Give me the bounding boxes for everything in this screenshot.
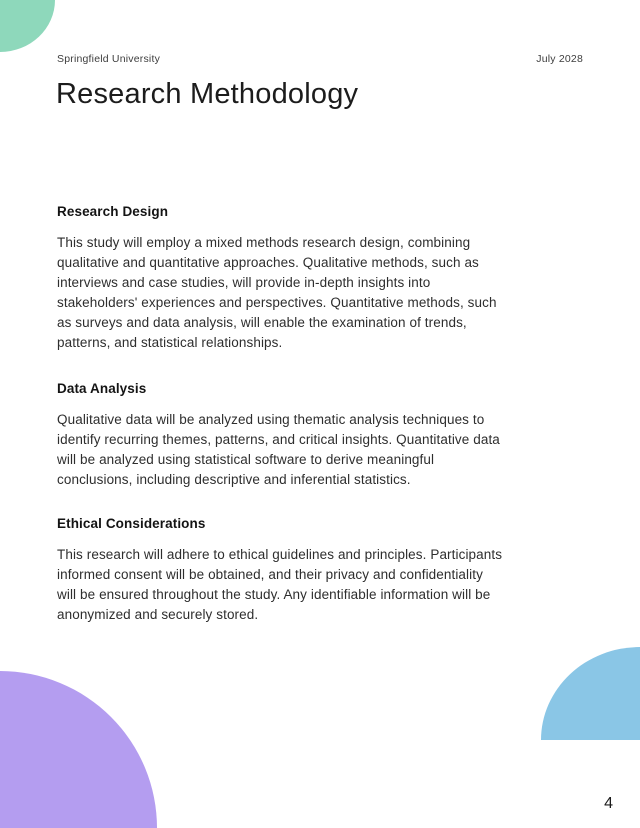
section-research-design [57, 204, 517, 353]
page-header [57, 53, 583, 65]
section-heading: Data Analysis [57, 381, 147, 396]
teal-quarter-circle-decoration [0, 0, 55, 52]
document-date: July 2028 [536, 53, 583, 65]
page-title: Research Methodology [56, 78, 359, 110]
section-heading: Ethical Considerations [57, 516, 206, 531]
section-body-text: This study will employ a mixed methods research design, combining qualitative and quantitative approaches. Qualitative methods, such as interviews and case studies, will provide in-depth insights into stakeholders' experiences and perspectives. Quantitative methods, such as surveys and data analysis, will enable the examination of trends, patterns, and statistical relationships. [57, 235, 497, 350]
institution-name: Springfield University [57, 53, 161, 65]
section-ethical-considerations [57, 516, 517, 625]
page-number: 4 [604, 795, 613, 812]
purple-quarter-circle-decoration [0, 671, 157, 828]
blue-quarter-circle-decoration [541, 647, 640, 740]
section-heading: Research Design [57, 204, 169, 219]
section-body-text: Qualitative data will be analyzed using thematic analysis techniques to identify recurring themes, patterns, and critical insights. Quantitative data will be analyzed using statistical software to derive meaningful conclusions, including descriptive and inferential statistics. [57, 412, 500, 487]
section-data-analysis [57, 381, 517, 490]
section-body-text: This research will adhere to ethical guidelines and principles. Participants informed consent will be obtained, and their privacy and confidentiality will be ensured throughout the study. Any identifiable information will be anonymized and securely stored. [57, 547, 503, 622]
